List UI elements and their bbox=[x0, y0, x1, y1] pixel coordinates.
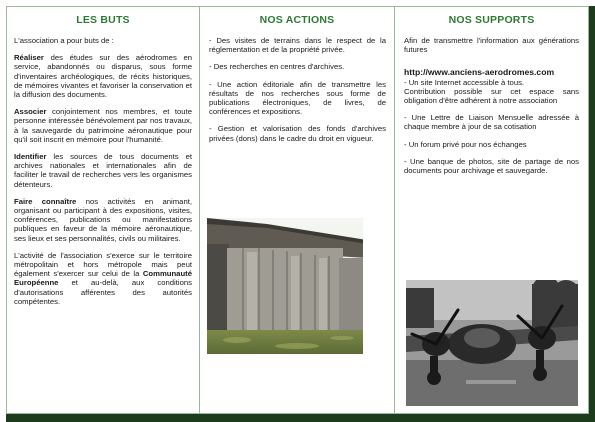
supports-site-item bbox=[404, 78, 579, 106]
column-title: NOS ACTIONS bbox=[259, 14, 335, 26]
aircraft-photo bbox=[406, 280, 578, 406]
action-item: - Des recherches en centres d'archives. bbox=[209, 62, 345, 72]
buts-identifier-lead: Identifier bbox=[14, 152, 47, 162]
supports-url[interactable]: http://www.anciens-aerodromes.com bbox=[404, 67, 555, 78]
action-item: - Une action éditoriale afin de transmettre les résultats de nos recherches sous forme de publications électroniques, de livres, de conférences et expositions. bbox=[209, 79, 386, 117]
frame-shadow-bottom bbox=[6, 414, 595, 422]
column-body bbox=[7, 36, 199, 306]
buts-activite-text: L'activité de l'association s'exerce sur le territoire métropolitain et hors métropole mais peut également s'exercer sur celui de la bbox=[14, 250, 192, 279]
supports-item: - Un forum privé pour nos échanges bbox=[404, 139, 527, 149]
column-title: NOS SUPPORTS bbox=[448, 14, 535, 26]
buts-activite bbox=[14, 251, 192, 306]
buts-faire-lead: Faire connaître bbox=[14, 196, 77, 206]
buts-activite-bold: Communauté Européenne bbox=[14, 269, 192, 288]
column-les-buts bbox=[7, 6, 199, 413]
buts-identifier bbox=[14, 152, 192, 189]
buts-intro: L'association a pour buts de : bbox=[14, 36, 114, 45]
buts-associer-lead: Associer bbox=[14, 107, 47, 117]
supports-site-contribution: Contribution possible sur cet espace sans obligation d'être adhérent à notre association bbox=[404, 86, 579, 106]
buts-realiser-text: des études sur des aérodromes en service, abandonnés ou disparus, sous forme d'inventaires archéologiques, de récits historiques, de mémoires vivantes et favoriser la conservation et la diffusion des documents. bbox=[14, 53, 192, 100]
column-body bbox=[395, 36, 588, 175]
frame-shadow-right bbox=[589, 6, 595, 422]
supports-site-line: - Un site Internet accessible à tous. bbox=[404, 77, 525, 87]
buts-activite-end: et au-delà, aux conditions d'autorisations afférentes des autorités compétentes. bbox=[14, 278, 192, 306]
buts-associer-text: conjointement nos membres, et toute personne intéressée bénévolement par nos travaux, à la sauvegarde du patrimoine aéronautique pour qu'il soit inscrit en mémoire pour l'humanité. bbox=[14, 107, 192, 144]
buts-identifier-text: les sources de tous documents et archives nationales et internationales afin de faciliter le travail de recherches vers les organismes détenteurs. bbox=[14, 152, 192, 189]
action-item: - Des visites de terrains dans le respect de la réglementation et de la propriété privée. bbox=[209, 36, 386, 55]
hangar-photo bbox=[207, 218, 363, 354]
supports-item: - Une banque de photos, site de partage de nos documents pour archivage et sauvegarde. bbox=[404, 156, 579, 176]
buts-associer bbox=[14, 107, 192, 144]
column-title: LES BUTS bbox=[76, 14, 130, 26]
buts-faire-text: nos activités en animant, organisant ou participant à des expositions, visites, conférences, publications ou manifestations publiques en faveur de la mémoire aéronautique, ses lieux et ses personnalités, civils ou militaires. bbox=[14, 196, 192, 243]
hangar-photo-image bbox=[207, 218, 363, 354]
aircraft-photo-image bbox=[406, 280, 578, 406]
buts-faire-connaitre bbox=[14, 197, 192, 243]
buts-realiser-lead: Réaliser bbox=[14, 53, 44, 63]
supports-intro: Afin de transmettre l'information aux générations futures bbox=[404, 36, 579, 55]
column-body bbox=[200, 36, 394, 143]
supports-item: - Une Lettre de Liaison Mensuelle adressée à chaque membre à jour de sa cotisation bbox=[404, 113, 579, 132]
action-item: - Gestion et valorisation des fonds d'archives privées (dons) dans le cadre du droit en vigueur. bbox=[209, 124, 386, 143]
buts-realiser bbox=[14, 53, 192, 99]
